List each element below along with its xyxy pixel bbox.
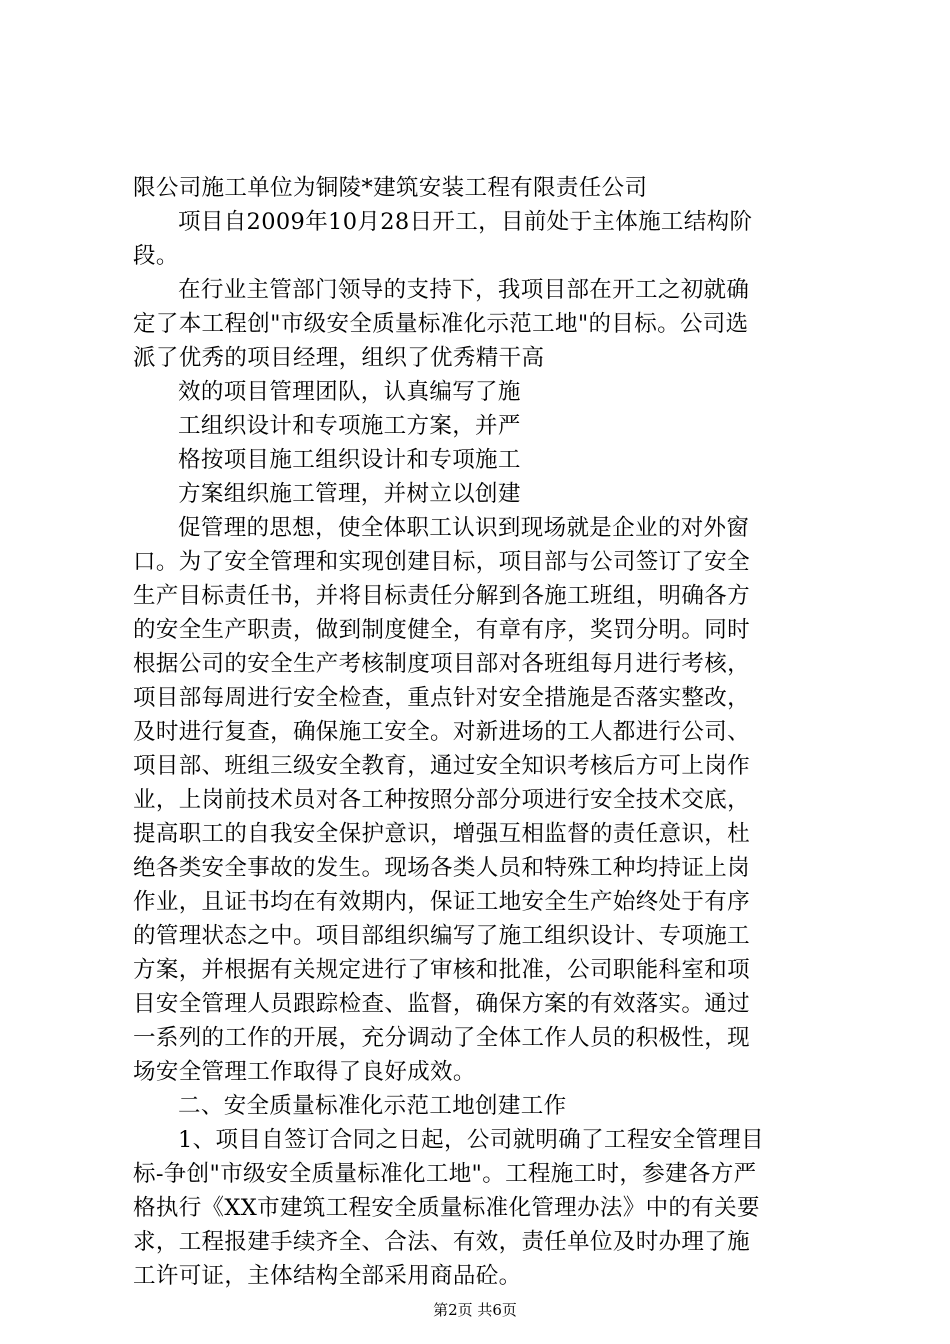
text-line: 口。为了安全管理和实现创建目标，项目部与公司签订了安全 bbox=[133, 549, 750, 575]
page-footer: 第2页 共6页 bbox=[433, 1301, 517, 1319]
text-line: 1、项目自签订合同之日起，公司就明确了工程安全管理目 bbox=[178, 1127, 764, 1153]
text-line: 工组织设计和专项施工方案，并严 bbox=[178, 413, 521, 439]
text-line: 效的项目管理团队，认真编写了施 bbox=[178, 379, 521, 405]
text-line: 作业，且证书均在有效期内，保证工地安全生产始终处于有序 bbox=[133, 889, 750, 915]
text-line: 限公司施工单位为铜陵*建筑安装工程有限责任公司 bbox=[133, 175, 648, 201]
text-line: 格执行《XX市建筑工程安全质量标准化管理办法》中的有关要 bbox=[133, 1195, 760, 1221]
text-line: 提高职工的自我安全保护意识，增强互相监督的责任意识，杜 bbox=[133, 821, 750, 847]
text-line: 项目部每周进行安全检查，重点针对安全措施是否落实整改， bbox=[133, 685, 750, 711]
text-line: 的安全生产职责，做到制度健全，有章有序，奖罚分明。同时 bbox=[133, 617, 750, 643]
text-line: 工许可证，主体结构全部采用商品砼。 bbox=[133, 1263, 522, 1289]
text-line: 格按项目施工组织设计和专项施工 bbox=[178, 447, 521, 473]
text-line: 定了本工程创"市级安全质量标准化示范工地"的目标。公司选 bbox=[133, 311, 749, 337]
text-line: 根据公司的安全生产考核制度项目部对各班组每月进行考核， bbox=[133, 651, 750, 677]
text-line: 目安全管理人员跟踪检查、监督，确保方案的有效落实。通过 bbox=[133, 991, 750, 1017]
text-line: 标-争创"市级安全质量标准化工地"。工程施工时，参建各方严 bbox=[133, 1161, 757, 1187]
text-line: 生产目标责任书，并将目标责任分解到各施工班组，明确各方 bbox=[133, 583, 750, 609]
text-line: 项目部、班组三级安全教育，通过安全知识考核后方可上岗作 bbox=[133, 753, 750, 779]
text-line: 促管理的思想，使全体职工认识到现场就是企业的对外窗 bbox=[178, 515, 750, 541]
text-line: 方案，并根据有关规定进行了审核和批准，公司职能科室和项 bbox=[133, 957, 750, 983]
text-line: 业，上岗前技术员对各工种按照分部分项进行安全技术交底， bbox=[133, 787, 750, 813]
text-line: 段。 bbox=[133, 243, 179, 269]
text-line: 及时进行复查，确保施工安全。对新进场的工人都进行公司、 bbox=[133, 719, 750, 745]
section-heading: 二、安全质量标准化示范工地创建工作 bbox=[178, 1093, 567, 1119]
text-line: 绝各类安全事故的发生。现场各类人员和特殊工种均持证上岗 bbox=[133, 855, 750, 881]
text-line: 场安全管理工作取得了良好成效。 bbox=[133, 1059, 476, 1085]
text-line: 求，工程报建手续齐全、合法、有效，责任单位及时办理了施 bbox=[133, 1229, 750, 1255]
text-line: 一系列的工作的开展，充分调动了全体工作人员的积极性，现 bbox=[133, 1025, 750, 1051]
text-line: 方案组织施工管理，并树立以创建 bbox=[178, 481, 521, 507]
text-line: 在行业主管部门领导的支持下，我项目部在开工之初就确 bbox=[178, 277, 750, 303]
text-line: 派了优秀的项目经理，组织了优秀精干高 bbox=[133, 345, 545, 371]
text-line: 的管理状态之中。项目部组织编写了施工组织设计、专项施工 bbox=[133, 923, 750, 949]
text-line: 项目自2009年10月28日开工，目前处于主体施工结构阶 bbox=[178, 209, 753, 235]
